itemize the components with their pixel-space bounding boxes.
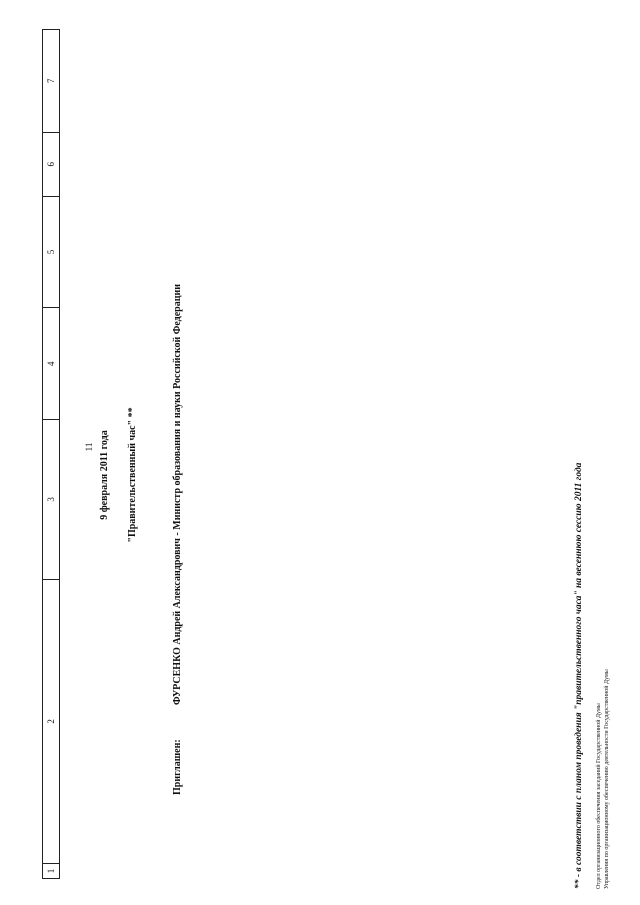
column-number-cell: 6 <box>43 132 59 196</box>
session-title: "Правительственный час" ** <box>127 407 138 543</box>
footnote: ** - в соответствии с планом проведения "правительственного часа" на весеннюю сессию 2011 года <box>574 462 584 889</box>
session-date: 9 февраля 2011 года <box>99 430 110 520</box>
column-number-cell: 3 <box>43 419 59 579</box>
column-number-cell: 2 <box>43 579 59 863</box>
department-name: Отдел организационного обеспечения заседаний Государственной Думы <box>596 703 602 889</box>
column-number-cell: 4 <box>43 307 59 419</box>
invited-label: Приглашен: <box>172 739 183 795</box>
column-number-cell: 7 <box>46 78 56 84</box>
page-number: 11 <box>84 442 94 452</box>
invited-line <box>172 35 183 795</box>
invited-person: ФУРСЕНКО Андрей Александрович - Министр образования и науки Российской Федерации <box>172 284 183 705</box>
department-name: Управления по организационному обеспечению деятельности Государственной Думы <box>604 669 610 889</box>
column-number-table <box>42 29 60 879</box>
column-number-cell: 1 <box>43 863 59 878</box>
column-number-cell: 5 <box>43 196 59 308</box>
